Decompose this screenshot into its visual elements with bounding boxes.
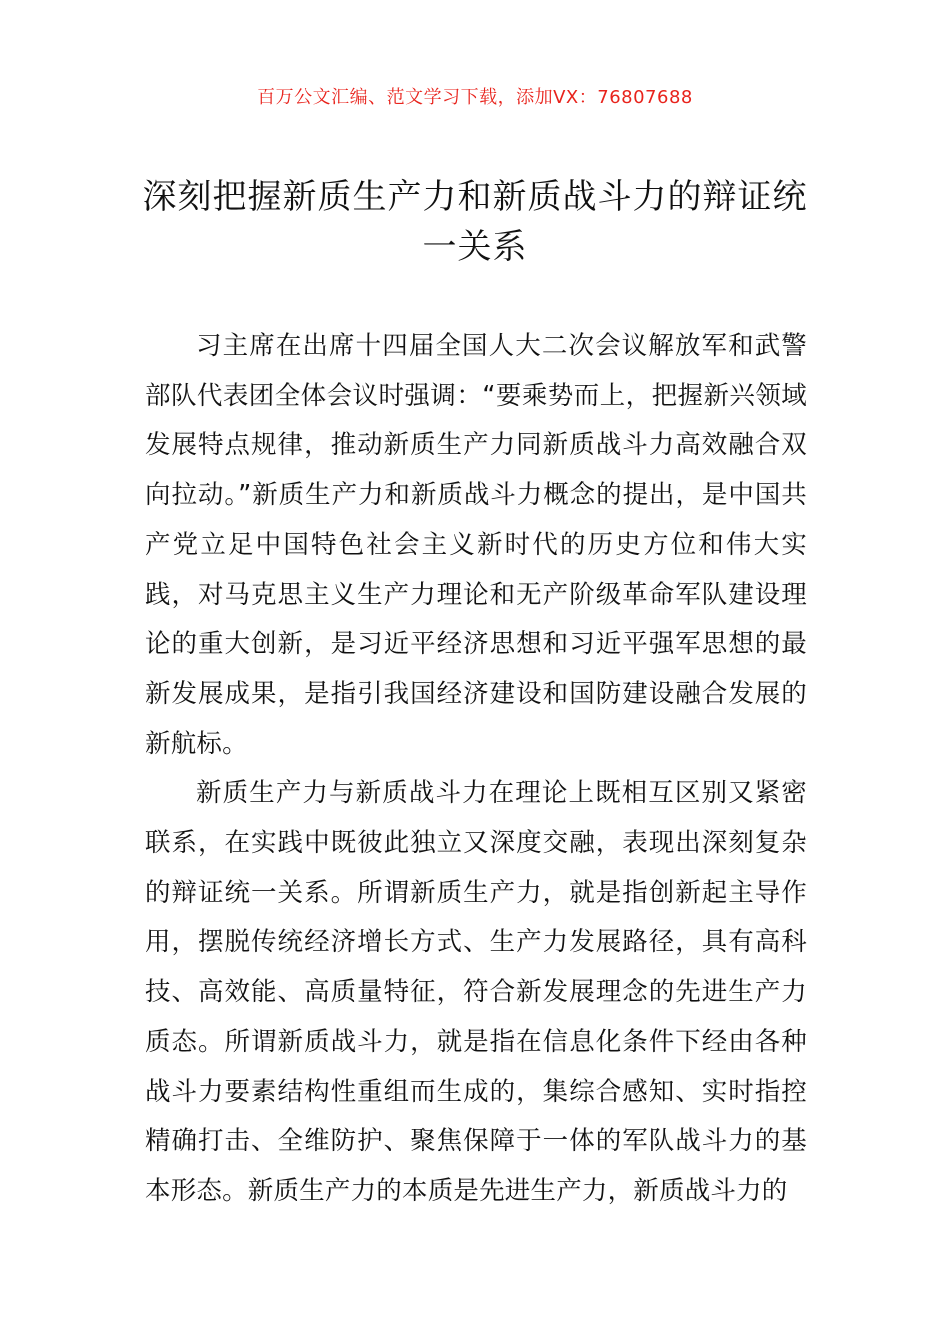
body-paragraph-2: 新质生产力与新质战斗力在理论上既相互区别又紧密联系，在实践中既彼此独立又深度交融，表现出深刻复杂的辩证统一关系。所谓新质生产力，就是指创新起主导作用，摆脱传统经济增长方式、生产力发展路径，具有高科技、高效能、高质量特征，符合新发展理念的先进生产力质态。所谓新质战斗力，就是指在信息化条件下经由各种战斗力要素结构性重组而生成的，集综合感知、实时指控精确打击、全维防护、聚焦保障于一体的军队战斗力的基本形态。新质生产力的本质是先进生产力，新质战斗力的	[145, 778, 807, 1206]
body-paragraph-1: 习主席在出席十四届全国人大二次会议解放军和武警部队代表团全体会议时强调：“要乘势而上，把握新兴领域发展特点规律，推动新质生产力同新质战斗力高效融合双向拉动。”新质生产力和新质战斗力概念的提出，是中国共产党立足中国特色社会主义新时代的历史方位和伟大实践，对马克思主义生产力理论和无产阶级革命军队建设理论的重大创新，是习近平经济思想和习近平强军思想的最新发展成果，是指引我国经济建设和国防建设融合发展的新航标。	[145, 331, 807, 759]
document-body	[145, 322, 807, 1217]
document-title: 深刻把握新质生产力和新质战斗力的辩证统一关系	[142, 177, 808, 267]
header-watermark-note: 百万公文汇编、范文学习下载，添加VX：76807688	[257, 87, 693, 108]
